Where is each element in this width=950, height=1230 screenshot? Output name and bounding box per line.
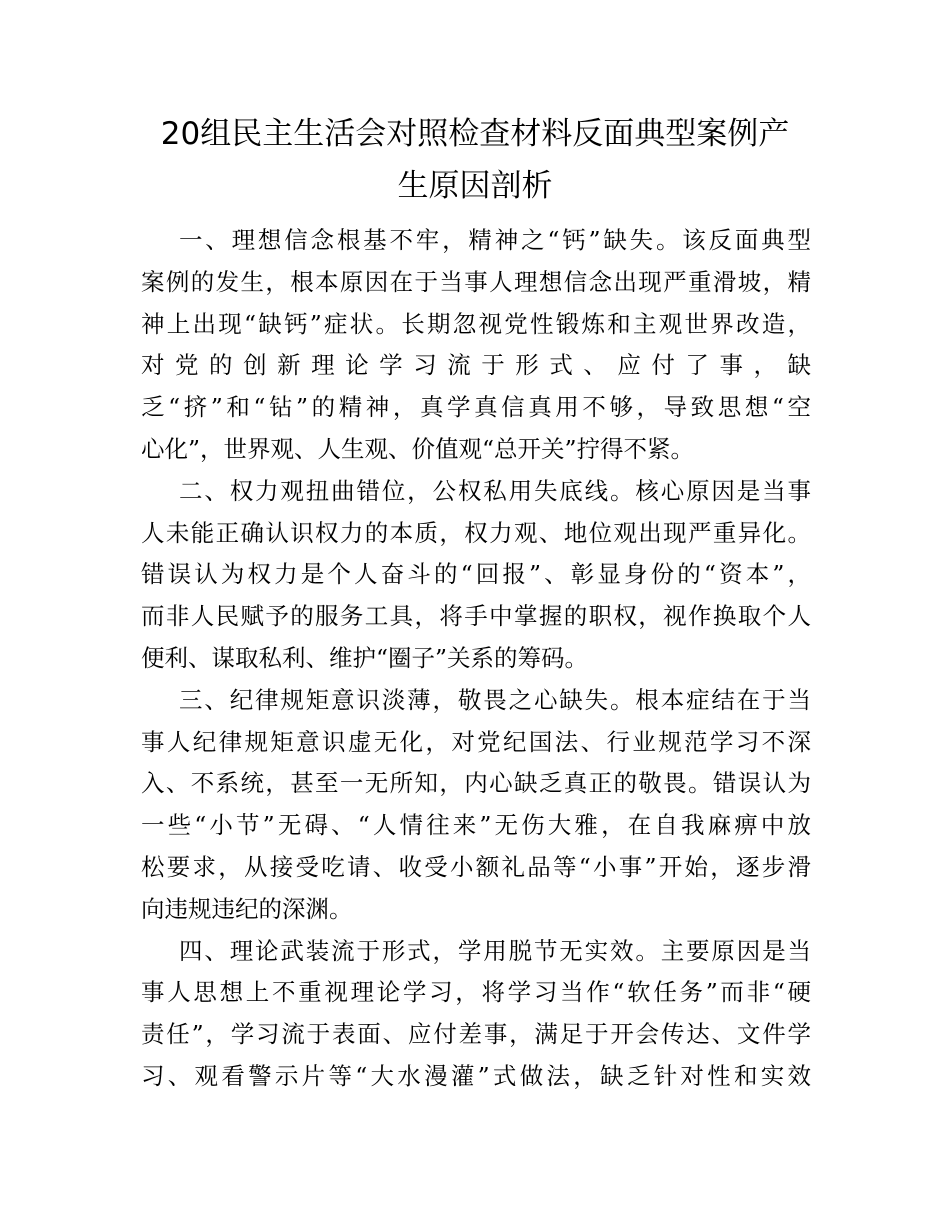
text-line: 四、理论武装流于形式，学用脱节无实效。主要原因是当 [179,936,811,965]
title-line-2: 生原因剖析 [397,168,553,204]
text-line: 便利、谋取私利、维护“圈子”关系的筹码。 [141,643,589,672]
text-line: 乏“挤”和“钻”的精神，真学真信真用不够，导致思想“空 [141,393,811,422]
text-line: 习、观看警示片等“大水漫灌”式做法，缺乏针对性和实效 [141,1061,811,1090]
text-line: 一些“小节”无碍、“人情往来”无伤大雅，在自我麻痹中放 [141,811,811,840]
text-line: 事人思想上不重视理论学习，将学习当作“软任务”而非“硬 [141,978,811,1007]
text-line: 神上出现“缺钙”症状。长期忽视党性锻炼和主观世界改造， [141,309,811,338]
text-line: 错误认为权力是个人奋斗的“回报”、彰显身份的“资本”， [141,560,811,589]
document-title [130,108,820,212]
text-line: 三、纪律规矩意识淡薄，敬畏之心缺失。根本症结在于当 [179,685,811,714]
text-line: 事人纪律规矩意识虚无化，对党纪国法、行业规范学习不深 [141,727,811,756]
text-line: 二、权力观扭曲错位，公权私用失底线。核心原因是当事 [179,476,811,505]
title-line-1: 20组民主生活会对照检查材料反面典型案例产 [160,116,790,152]
text-line: 松要求，从接受吃请、收受小额礼品等“小事”开始，逐步滑 [141,852,811,881]
paragraph-1 [141,220,811,471]
paragraph-2 [141,471,811,680]
text-line: 而非人民赋予的服务工具，将手中掌握的职权，视作换取个人 [141,602,811,631]
text-line: 入、不系统，甚至一无所知，内心缺乏真正的敬畏。错误认为 [141,769,811,798]
paragraph-4 [141,931,811,1098]
text-line: 心化”，世界观、人生观、价值观“总开关”拧得不紧。 [141,434,695,463]
text-line: 向违规违纪的深渊。 [141,894,353,923]
document-body [141,220,811,1098]
text-line: 对党的创新理论学习流于形式、应付了事，缺 [141,351,811,380]
text-line: 人未能正确认识权力的本质，权力观、地位观出现严重异化。 [141,518,811,547]
text-line: 责任”，学习流于表面、应付差事，满足于开会传达、文件学 [141,1020,811,1049]
paragraph-3 [141,680,811,931]
text-line: 案例的发生，根本原因在于当事人理想信念出现严重滑坡，精 [141,267,811,296]
text-line: 一、理想信念根基不牢，精神之“钙”缺失。该反面典型 [179,226,811,254]
